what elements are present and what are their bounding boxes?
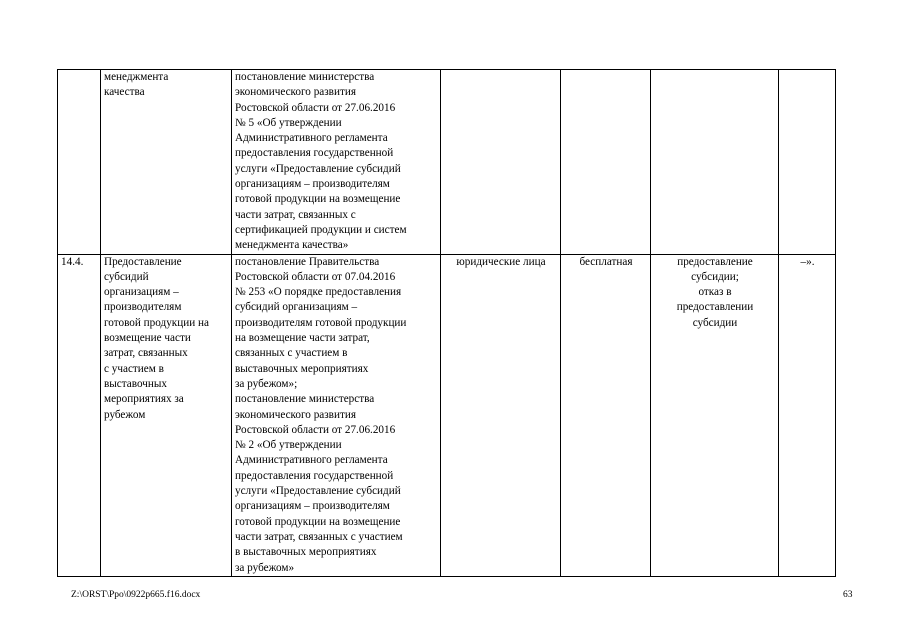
legal-basis: постановление Правительства Ростовской области от 07.04.2016 № 253 «О порядке предоставления субсидий организациям – производителям готовой продукции на возмещение части затрат, связанных с участием в выставочных мероприятиях за рубежом»; постановление министерства экономического развития Ростовской области от 27.06.2016 № 2 «Об утверждении Административного регламента предоставления государственной услуги «Предоставление субсидий организациям – производителям готовой продукции на возмещение части затрат, связанных с участием в выставочных мероприятиях за рубежом» [232,254,441,576]
footer-page-number: 63 [843,590,853,600]
row-number [58,70,101,255]
service-name: менеджмента качества [101,70,232,255]
result: предоставление субсидии; отказ в предоставлении субсидии [651,254,779,576]
row-number: 14.4. [58,254,101,576]
payment [561,70,651,255]
services-table [57,69,836,577]
note [779,70,836,255]
table-row [58,70,836,255]
note: –». [779,254,836,576]
payment: бесплатная [561,254,651,576]
recipients [441,70,561,255]
service-name: Предоставление субсидий организациям – производителям готовой продукции на возмещение части затрат, связанных с участием в выставочных мероприятиях за рубежом [101,254,232,576]
footer-file-path: Z:\ORST\Ppo\0922p665.f16.docx [71,590,201,600]
legal-basis: постановление министерства экономического развития Ростовской области от 27.06.2016 № 5 «Об утверждении Административного регламента предоставления государственной услуги «Предоставление субсидий организациям – производителям готовой продукции на возмещение части затрат, связанных с сертификацией продукции и систем менеджмента качества» [232,70,441,255]
table-row [58,254,836,576]
result [651,70,779,255]
recipients: юридические лица [441,254,561,576]
